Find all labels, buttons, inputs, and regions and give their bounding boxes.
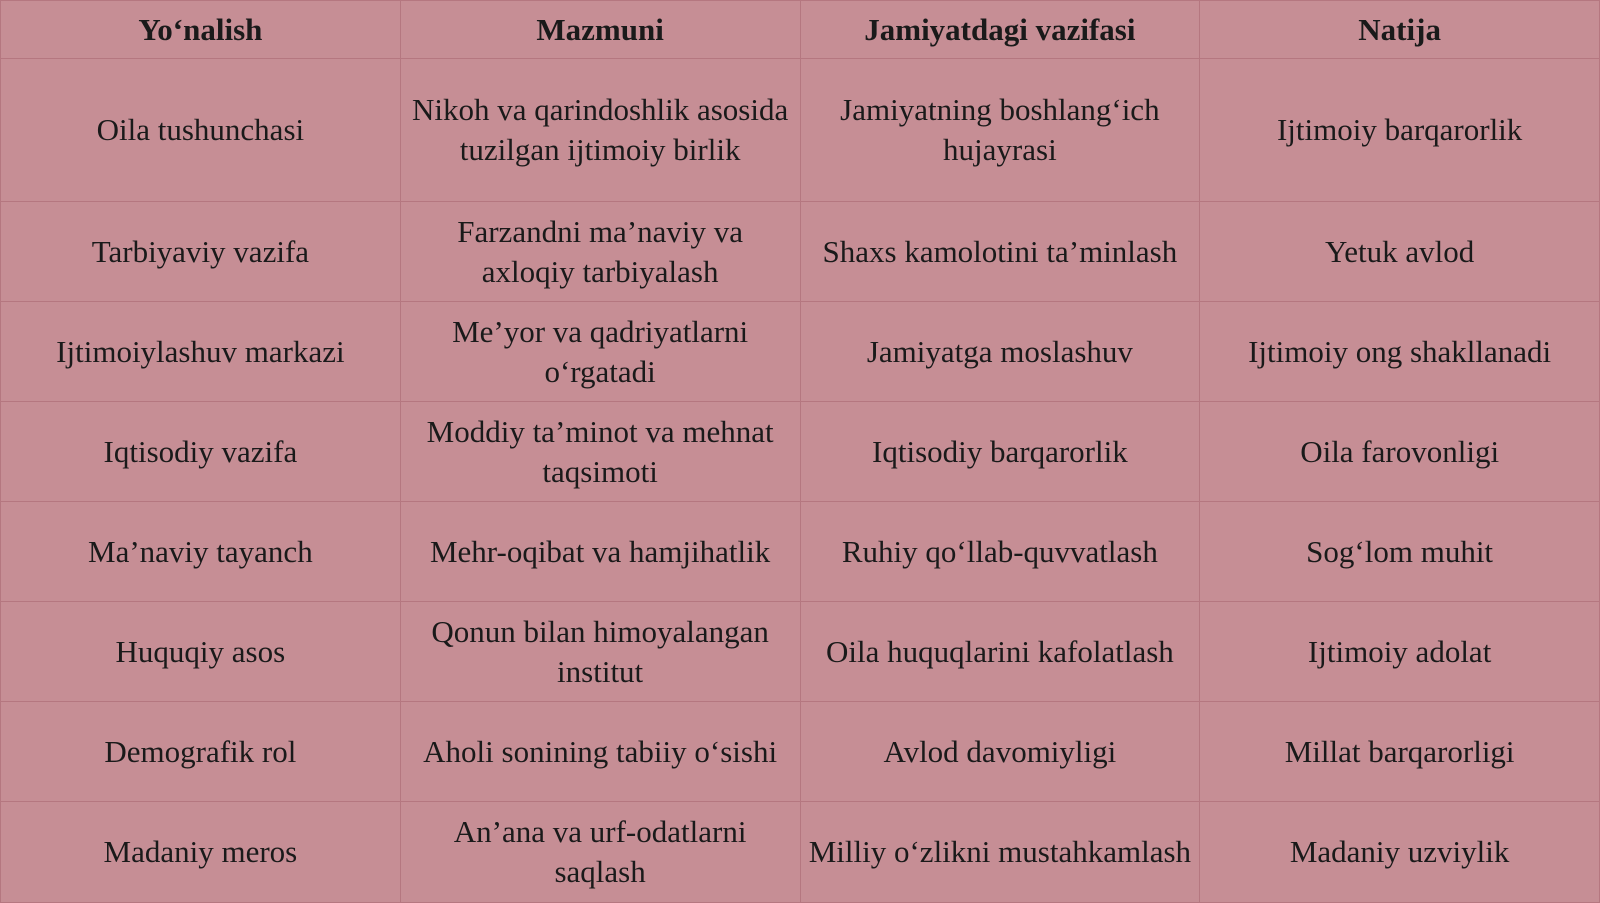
- table-cell: Millat barqarorligi: [1200, 702, 1600, 802]
- table-cell: Oila huquqlarini kafolatlash: [800, 602, 1200, 702]
- table-cell: Ijtimoiylashuv markazi: [1, 302, 401, 402]
- table-cell: Moddiy ta’minot va mehnat taqsimoti: [400, 402, 800, 502]
- table-cell: Farzandni ma’naviy va axloqiy tarbiyalash: [400, 202, 800, 302]
- table-cell: Oila farovonligi: [1200, 402, 1600, 502]
- table-cell: Ijtimoiy barqarorlik: [1200, 59, 1600, 202]
- table-row: [1, 702, 1600, 802]
- table-cell: Tarbiyaviy vazifa: [1, 202, 401, 302]
- table-row: [1, 502, 1600, 602]
- table-cell: Qonun bilan himoyalangan institut: [400, 602, 800, 702]
- table-cell: Ijtimoiy ong shakllanadi: [1200, 302, 1600, 402]
- table-cell: Milliy o‘zlikni mustahkamlash: [800, 802, 1200, 903]
- table-cell: Madaniy uzviylik: [1200, 802, 1600, 903]
- header-row: [1, 1, 1600, 59]
- table-cell: Ijtimoiy adolat: [1200, 602, 1600, 702]
- table-cell: Iqtisodiy barqarorlik: [800, 402, 1200, 502]
- table-cell: Huquqiy asos: [1, 602, 401, 702]
- table-cell: Aholi sonining tabiiy o‘sishi: [400, 702, 800, 802]
- table-row: [1, 402, 1600, 502]
- table-cell: Sog‘lom muhit: [1200, 502, 1600, 602]
- header-result: Natija: [1200, 1, 1600, 59]
- header-social-role: Jamiyatdagi vazifasi: [800, 1, 1200, 59]
- table-cell: Yetuk avlod: [1200, 202, 1600, 302]
- table-cell: Madaniy meros: [1, 802, 401, 903]
- table-cell: Avlod davomiyligi: [800, 702, 1200, 802]
- table-row: [1, 59, 1600, 202]
- table-cell: Shaxs kamolotini ta’minlash: [800, 202, 1200, 302]
- table-cell: Me’yor va qadriyatlarni o‘rgatadi: [400, 302, 800, 402]
- table-row: [1, 202, 1600, 302]
- table-cell: Demografik rol: [1, 702, 401, 802]
- table-row: [1, 302, 1600, 402]
- table-row: [1, 602, 1600, 702]
- table-cell: Ruhiy qo‘llab-quvvatlash: [800, 502, 1200, 602]
- table-cell: Jamiyatga moslashuv: [800, 302, 1200, 402]
- table-cell: An’ana va urf-odatlarni saqlash: [400, 802, 800, 903]
- header-content: Mazmuni: [400, 1, 800, 59]
- table-row: [1, 802, 1600, 903]
- table-cell: Nikoh va qarindoshlik asosida tuzilgan ijtimoiy birlik: [400, 59, 800, 202]
- table-cell: Ma’naviy tayanch: [1, 502, 401, 602]
- header-direction: Yo‘nalish: [1, 1, 401, 59]
- table-cell: Mehr-oqibat va hamjihatlik: [400, 502, 800, 602]
- table-cell: Jamiyatning boshlang‘ich hujayrasi: [800, 59, 1200, 202]
- table-cell: Oila tushunchasi: [1, 59, 401, 202]
- table-cell: Iqtisodiy vazifa: [1, 402, 401, 502]
